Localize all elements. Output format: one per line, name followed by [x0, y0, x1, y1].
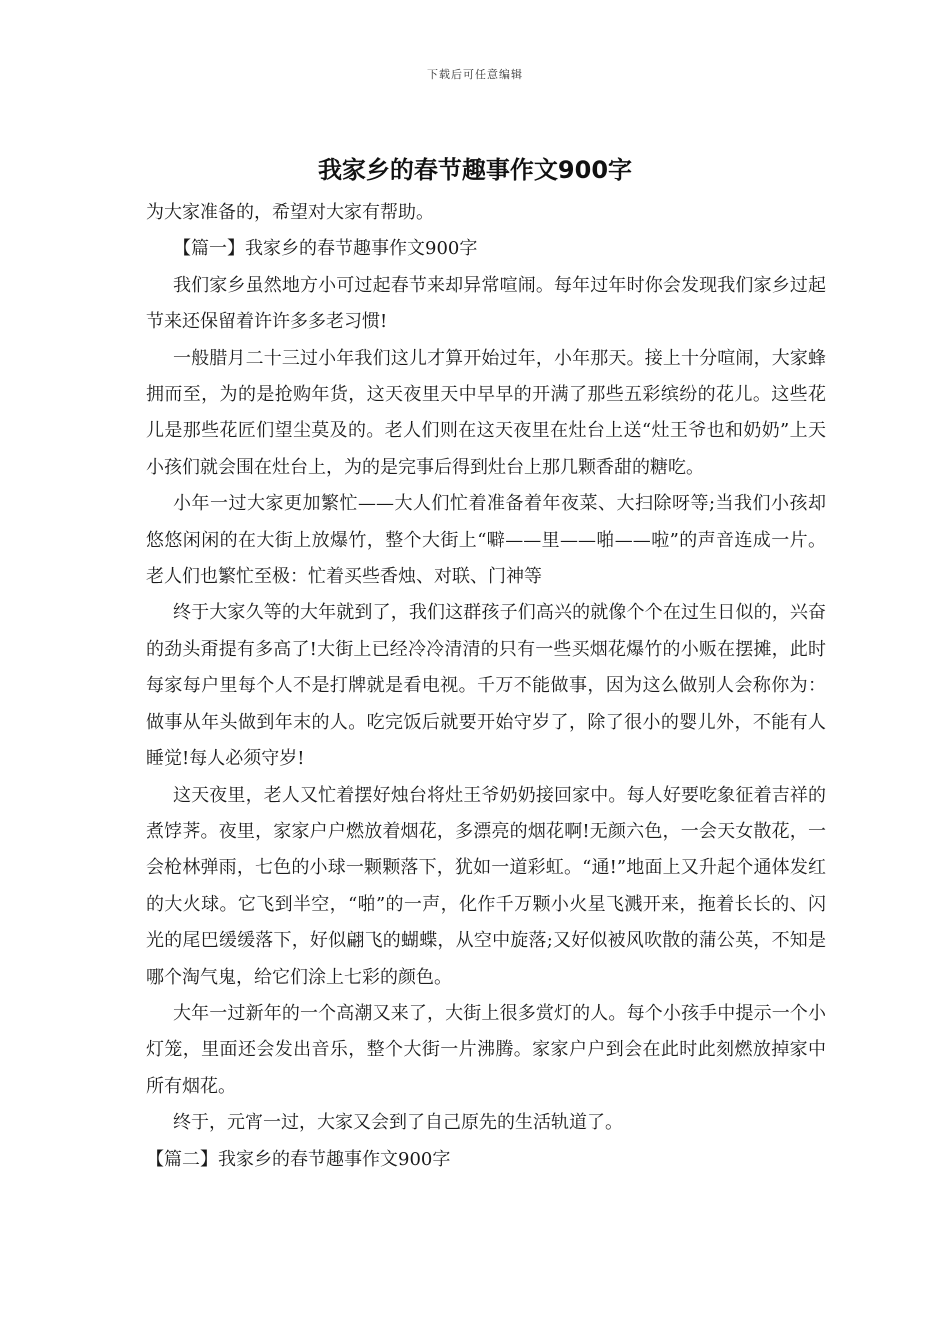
page-header-note: 下载后可任意编辑	[427, 68, 523, 81]
paragraph: 大年一过新年的一个高潮又来了，大街上很多赏灯的人。每个小孩手中提示一个小灯笼，里面还会发出音乐，整个大街一片沸腾。家家户户到会在此时此刻燃放掉家中所有烟花。	[146, 1002, 826, 1097]
paragraph: 一般腊月二十三过小年我们这儿才算开始过年，小年那天。接上十分喧闹，大家蜂拥而至，为的是抢购年货，这天夜里天中早早的开满了那些五彩缤纷的花儿。这些花儿是那些花匠们望尘莫及的。老人们则在这天夜里在灶台上送“灶王爷也和奶奶”上天小孩们就会围在灶台上，为的是完事后得到灶台上那几颗香甜的糖吃。	[146, 347, 826, 478]
paragraph: 这天夜里，老人又忙着摆好烛台将灶王爷奶奶接回家中。每人好要吃象征着吉祥的煮饽荠。夜里，家家户户燃放着烟花，多漂亮的烟花啊!无颜六色，一会天女散花，一会枪林弹雨，七色的小球一颗颗落下，犹如一道彩虹。“通!”地面上又升起个通体发红的大火球。它飞到半空，“啪”的一声，化作千万颗小火星飞溅开来，拖着长长的、闪光的尾巴缓缓落下，好似翩飞的蝴蝶，从空中旋落;又好似被风吹散的蒲公英，不知是哪个淘气鬼，给它们涂上七彩的颜色。	[146, 784, 826, 988]
section-heading-1: 【篇一】我家乡的春节趣事作文900字	[173, 238, 478, 260]
paragraph: 终于大家久等的大年就到了，我们这群孩子们高兴的就像个个在过生日似的，兴奋的劲头甭提有多高了!大街上已经冷冷清清的只有一些买烟花爆竹的小贩在摆摊，此时每家每户里每个人不是打牌就是看电视。千万不能做事，因为这么做别人会称你为：做事从年头做到年末的人。吃完饭后就要开始守岁了，除了很小的婴儿外，不能有人睡觉!每人必须守岁!	[146, 602, 826, 770]
document-body	[146, 195, 826, 1178]
section-heading-2: 【篇二】我家乡的春节趣事作文900字	[146, 1148, 451, 1170]
paragraph: 终于，元宵一过，大家又会到了自己原先的生活轨道了。	[173, 1112, 623, 1134]
document-title: 我家乡的春节趣事作文900字	[317, 156, 633, 184]
paragraph: 我们家乡虽然地方小可过起春节来却异常喧闹。每年过年时你会发现我们家乡过起节来还保留着许许多多老习惯!	[146, 274, 826, 333]
paragraph: 小年一过大家更加繁忙——大人们忙着准备着年夜菜、大扫除呀等;当我们小孩却悠悠闲闲的在大街上放爆竹，整个大街上“噼——里——啪——啦”的声音连成一片。老人们也繁忙至极：忙着买些香烛、对联、门神等	[146, 493, 826, 588]
intro-paragraph: 为大家准备的，希望对大家有帮助。	[146, 202, 434, 223]
